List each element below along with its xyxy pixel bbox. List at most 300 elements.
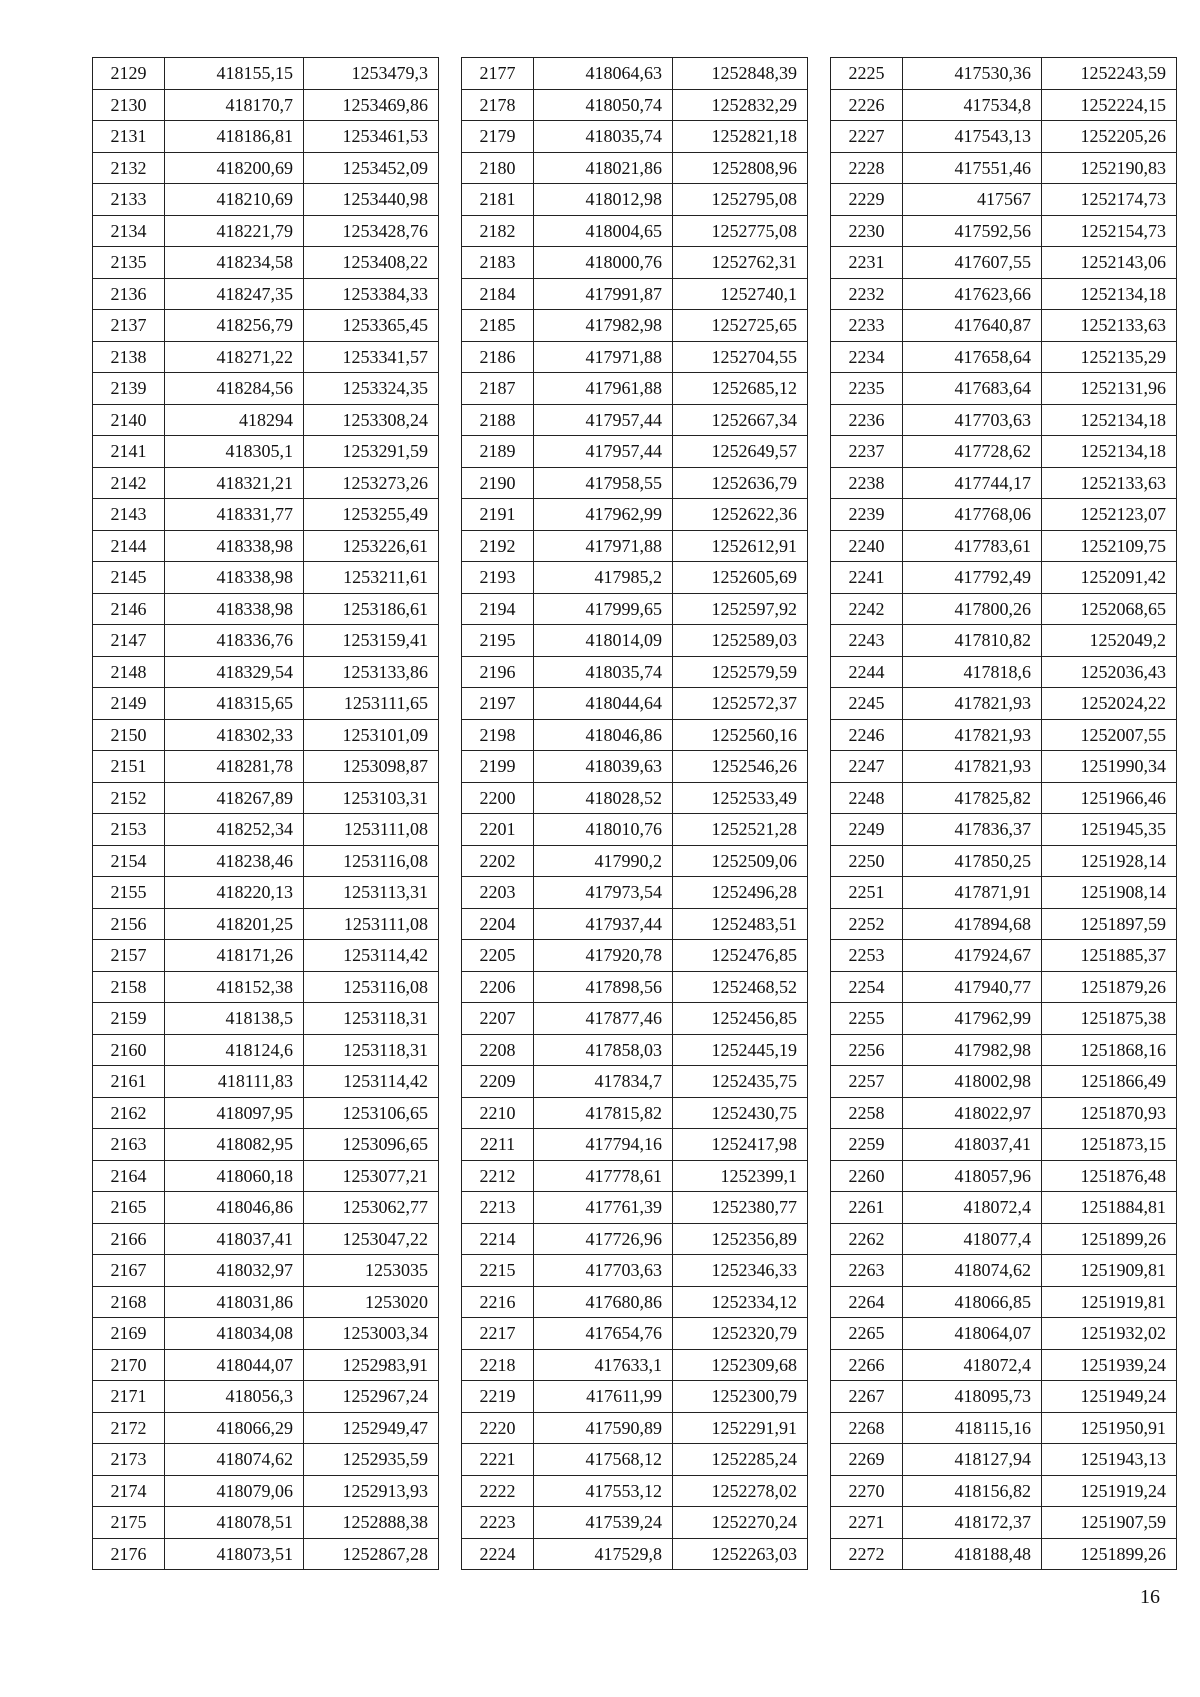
point-number-cell: 2148	[93, 656, 165, 688]
table-row	[462, 1318, 808, 1350]
x-coordinate-cell: 418060,18	[165, 1160, 304, 1192]
point-number-cell: 2176	[93, 1538, 165, 1570]
x-coordinate-cell: 418021,86	[534, 152, 673, 184]
table-row	[831, 184, 1177, 216]
y-coordinate-cell: 1252967,24	[304, 1381, 439, 1413]
x-coordinate-cell: 418012,98	[534, 184, 673, 216]
x-coordinate-cell: 418171,26	[165, 940, 304, 972]
y-coordinate-cell: 1252848,39	[673, 58, 808, 90]
table-row	[462, 436, 808, 468]
y-coordinate-cell: 1252521,28	[673, 814, 808, 846]
table-row	[831, 940, 1177, 972]
table-row	[93, 719, 439, 751]
point-number-cell: 2230	[831, 215, 903, 247]
y-coordinate-cell: 1253469,86	[304, 89, 439, 121]
point-number-cell: 2139	[93, 373, 165, 405]
y-coordinate-cell: 1251884,81	[1042, 1192, 1177, 1224]
point-number-cell: 2154	[93, 845, 165, 877]
x-coordinate-cell: 418124,6	[165, 1034, 304, 1066]
point-number-cell: 2133	[93, 184, 165, 216]
y-coordinate-cell: 1253062,77	[304, 1192, 439, 1224]
table-row	[462, 908, 808, 940]
table-row	[462, 467, 808, 499]
x-coordinate-cell: 418046,86	[165, 1192, 304, 1224]
table-row	[93, 310, 439, 342]
point-number-cell: 2250	[831, 845, 903, 877]
table-row	[93, 1129, 439, 1161]
table-row	[93, 467, 439, 499]
table-row	[831, 1129, 1177, 1161]
table-row	[831, 719, 1177, 751]
table-row	[93, 58, 439, 90]
y-coordinate-cell: 1252380,77	[673, 1192, 808, 1224]
x-coordinate-cell: 418152,38	[165, 971, 304, 1003]
y-coordinate-cell: 1252949,47	[304, 1412, 439, 1444]
table-row	[462, 1381, 808, 1413]
y-coordinate-cell: 1252417,98	[673, 1129, 808, 1161]
x-coordinate-cell: 418078,51	[165, 1507, 304, 1539]
point-number-cell: 2187	[462, 373, 534, 405]
x-coordinate-cell: 418056,3	[165, 1381, 304, 1413]
table-row	[93, 751, 439, 783]
table-row	[462, 593, 808, 625]
table-row	[831, 845, 1177, 877]
point-number-cell: 2169	[93, 1318, 165, 1350]
point-number-cell: 2141	[93, 436, 165, 468]
table-row	[93, 1349, 439, 1381]
y-coordinate-cell: 1252483,51	[673, 908, 808, 940]
y-coordinate-cell: 1253111,08	[304, 814, 439, 846]
y-coordinate-cell: 1251908,14	[1042, 877, 1177, 909]
x-coordinate-cell: 418073,51	[165, 1538, 304, 1570]
table-row	[462, 814, 808, 846]
table-row	[93, 184, 439, 216]
point-number-cell: 2175	[93, 1507, 165, 1539]
point-number-cell: 2232	[831, 278, 903, 310]
table-row	[93, 1097, 439, 1129]
point-number-cell: 2251	[831, 877, 903, 909]
x-coordinate-cell: 417551,46	[903, 152, 1042, 184]
x-coordinate-cell: 417683,64	[903, 373, 1042, 405]
x-coordinate-cell: 418044,64	[534, 688, 673, 720]
point-number-cell: 2229	[831, 184, 903, 216]
point-number-cell: 2134	[93, 215, 165, 247]
x-coordinate-cell: 418210,69	[165, 184, 304, 216]
y-coordinate-cell: 1251899,26	[1042, 1223, 1177, 1255]
y-coordinate-cell: 1252704,55	[673, 341, 808, 373]
y-coordinate-cell: 1253341,57	[304, 341, 439, 373]
y-coordinate-cell: 1252572,37	[673, 688, 808, 720]
table-row	[93, 971, 439, 1003]
y-coordinate-cell: 1251909,81	[1042, 1255, 1177, 1287]
x-coordinate-cell: 417568,12	[534, 1444, 673, 1476]
y-coordinate-cell: 1251949,24	[1042, 1381, 1177, 1413]
y-coordinate-cell: 1251873,15	[1042, 1129, 1177, 1161]
y-coordinate-cell: 1252468,52	[673, 971, 808, 1003]
y-coordinate-cell: 1253384,33	[304, 278, 439, 310]
point-number-cell: 2224	[462, 1538, 534, 1570]
y-coordinate-cell: 1251919,81	[1042, 1286, 1177, 1318]
y-coordinate-cell: 1252154,73	[1042, 215, 1177, 247]
table-row	[831, 499, 1177, 531]
point-number-cell: 2183	[462, 247, 534, 279]
y-coordinate-cell: 1253365,45	[304, 310, 439, 342]
y-coordinate-cell: 1253440,98	[304, 184, 439, 216]
table-row	[462, 940, 808, 972]
x-coordinate-cell: 417818,6	[903, 656, 1042, 688]
point-number-cell: 2156	[93, 908, 165, 940]
point-number-cell: 2178	[462, 89, 534, 121]
y-coordinate-cell: 1252134,18	[1042, 278, 1177, 310]
x-coordinate-cell: 417761,39	[534, 1192, 673, 1224]
point-number-cell: 2265	[831, 1318, 903, 1350]
point-number-cell: 2132	[93, 152, 165, 184]
table-row	[93, 1444, 439, 1476]
table-row	[831, 562, 1177, 594]
x-coordinate-cell: 417800,26	[903, 593, 1042, 625]
table-row	[462, 1129, 808, 1161]
y-coordinate-cell: 1252270,24	[673, 1507, 808, 1539]
x-coordinate-cell: 418002,98	[903, 1066, 1042, 1098]
table-row	[93, 499, 439, 531]
x-coordinate-cell: 417768,06	[903, 499, 1042, 531]
point-number-cell: 2255	[831, 1003, 903, 1035]
y-coordinate-cell: 1251928,14	[1042, 845, 1177, 877]
point-number-cell: 2263	[831, 1255, 903, 1287]
point-number-cell: 2153	[93, 814, 165, 846]
table-row	[462, 1066, 808, 1098]
y-coordinate-cell: 1252285,24	[673, 1444, 808, 1476]
y-coordinate-cell: 1252612,91	[673, 530, 808, 562]
x-coordinate-cell: 418072,4	[903, 1192, 1042, 1224]
table-row	[831, 1475, 1177, 1507]
y-coordinate-cell: 1252795,08	[673, 184, 808, 216]
table-row	[93, 1160, 439, 1192]
y-coordinate-cell: 1252024,22	[1042, 688, 1177, 720]
point-number-cell: 2254	[831, 971, 903, 1003]
table-row	[462, 184, 808, 216]
x-coordinate-cell: 418256,79	[165, 310, 304, 342]
page-number: 16	[1140, 1586, 1160, 1608]
x-coordinate-cell: 418097,95	[165, 1097, 304, 1129]
table-row	[831, 1003, 1177, 1035]
x-coordinate-cell: 417871,91	[903, 877, 1042, 909]
point-number-cell: 2131	[93, 121, 165, 153]
table-row	[462, 1255, 808, 1287]
y-coordinate-cell: 1253452,09	[304, 152, 439, 184]
point-number-cell: 2164	[93, 1160, 165, 1192]
table-row	[93, 1003, 439, 1035]
point-number-cell: 2221	[462, 1444, 534, 1476]
x-coordinate-cell: 417894,68	[903, 908, 1042, 940]
point-number-cell: 2185	[462, 310, 534, 342]
point-number-cell: 2242	[831, 593, 903, 625]
x-coordinate-cell: 418186,81	[165, 121, 304, 153]
point-number-cell: 2218	[462, 1349, 534, 1381]
table-row	[462, 499, 808, 531]
table-row	[93, 908, 439, 940]
point-number-cell: 2236	[831, 404, 903, 436]
x-coordinate-cell: 418079,06	[165, 1475, 304, 1507]
table-row	[831, 310, 1177, 342]
table-row	[93, 656, 439, 688]
x-coordinate-cell: 418111,83	[165, 1066, 304, 1098]
x-coordinate-cell: 418247,35	[165, 278, 304, 310]
table-row	[93, 278, 439, 310]
point-number-cell: 2161	[93, 1066, 165, 1098]
x-coordinate-cell: 417783,61	[903, 530, 1042, 562]
table-row	[462, 971, 808, 1003]
x-coordinate-cell: 418252,34	[165, 814, 304, 846]
table-row	[831, 1097, 1177, 1129]
y-coordinate-cell: 1252334,12	[673, 1286, 808, 1318]
x-coordinate-cell: 418028,52	[534, 782, 673, 814]
point-number-cell: 2182	[462, 215, 534, 247]
table-row	[93, 877, 439, 909]
y-coordinate-cell: 1252430,75	[673, 1097, 808, 1129]
y-coordinate-cell: 1251875,38	[1042, 1003, 1177, 1035]
y-coordinate-cell: 1253111,65	[304, 688, 439, 720]
x-coordinate-cell: 417821,93	[903, 719, 1042, 751]
y-coordinate-cell: 1252775,08	[673, 215, 808, 247]
point-number-cell: 2199	[462, 751, 534, 783]
x-coordinate-cell: 417530,36	[903, 58, 1042, 90]
point-number-cell: 2246	[831, 719, 903, 751]
x-coordinate-cell: 418074,62	[165, 1444, 304, 1476]
table-row	[93, 625, 439, 657]
y-coordinate-cell: 1252263,03	[673, 1538, 808, 1570]
point-number-cell: 2170	[93, 1349, 165, 1381]
table-row	[462, 152, 808, 184]
point-number-cell: 2136	[93, 278, 165, 310]
point-number-cell: 2226	[831, 89, 903, 121]
point-number-cell: 2165	[93, 1192, 165, 1224]
x-coordinate-cell: 418331,77	[165, 499, 304, 531]
y-coordinate-cell: 1253308,24	[304, 404, 439, 436]
x-coordinate-cell: 417962,99	[534, 499, 673, 531]
point-number-cell: 2191	[462, 499, 534, 531]
point-number-cell: 2244	[831, 656, 903, 688]
x-coordinate-cell: 418127,94	[903, 1444, 1042, 1476]
x-coordinate-cell: 417815,82	[534, 1097, 673, 1129]
table-row	[93, 1192, 439, 1224]
table-row	[462, 877, 808, 909]
coordinate-table	[461, 57, 808, 1570]
table-row	[831, 215, 1177, 247]
y-coordinate-cell: 1251876,48	[1042, 1160, 1177, 1192]
table-row	[462, 121, 808, 153]
point-number-cell: 2269	[831, 1444, 903, 1476]
y-coordinate-cell: 1251868,16	[1042, 1034, 1177, 1066]
point-number-cell: 2228	[831, 152, 903, 184]
point-number-cell: 2247	[831, 751, 903, 783]
table-row	[831, 782, 1177, 814]
point-number-cell: 2212	[462, 1160, 534, 1192]
point-number-cell: 2245	[831, 688, 903, 720]
x-coordinate-cell: 418338,98	[165, 593, 304, 625]
table-row	[93, 373, 439, 405]
table-row	[93, 1507, 439, 1539]
y-coordinate-cell: 1252476,85	[673, 940, 808, 972]
y-coordinate-cell: 1252560,16	[673, 719, 808, 751]
y-coordinate-cell: 1252808,96	[673, 152, 808, 184]
point-number-cell: 2202	[462, 845, 534, 877]
y-coordinate-cell: 1252983,91	[304, 1349, 439, 1381]
table-row	[831, 341, 1177, 373]
point-number-cell: 2270	[831, 1475, 903, 1507]
point-number-cell: 2166	[93, 1223, 165, 1255]
point-number-cell: 2208	[462, 1034, 534, 1066]
x-coordinate-cell: 418315,65	[165, 688, 304, 720]
point-number-cell: 2234	[831, 341, 903, 373]
y-coordinate-cell: 1253291,59	[304, 436, 439, 468]
y-coordinate-cell: 1253047,22	[304, 1223, 439, 1255]
table-row	[93, 1066, 439, 1098]
table-row	[93, 530, 439, 562]
table-row	[831, 1444, 1177, 1476]
x-coordinate-cell: 418220,13	[165, 877, 304, 909]
y-coordinate-cell: 1253428,76	[304, 215, 439, 247]
x-coordinate-cell: 417836,37	[903, 814, 1042, 846]
point-number-cell: 2189	[462, 436, 534, 468]
table-row	[93, 814, 439, 846]
y-coordinate-cell: 1252091,42	[1042, 562, 1177, 594]
y-coordinate-cell: 1253255,49	[304, 499, 439, 531]
point-number-cell: 2203	[462, 877, 534, 909]
point-number-cell: 2186	[462, 341, 534, 373]
x-coordinate-cell: 418050,74	[534, 89, 673, 121]
y-coordinate-cell: 1253111,08	[304, 908, 439, 940]
table-row	[93, 436, 439, 468]
point-number-cell: 2137	[93, 310, 165, 342]
x-coordinate-cell: 418034,08	[165, 1318, 304, 1350]
table-row	[462, 278, 808, 310]
point-number-cell: 2163	[93, 1129, 165, 1161]
x-coordinate-cell: 417539,24	[534, 1507, 673, 1539]
x-coordinate-cell: 418267,89	[165, 782, 304, 814]
point-number-cell: 2160	[93, 1034, 165, 1066]
x-coordinate-cell: 418234,58	[165, 247, 304, 279]
x-coordinate-cell: 418072,4	[903, 1349, 1042, 1381]
point-number-cell: 2210	[462, 1097, 534, 1129]
point-number-cell: 2262	[831, 1223, 903, 1255]
table-row	[462, 58, 808, 90]
x-coordinate-cell: 417971,88	[534, 530, 673, 562]
point-number-cell: 2129	[93, 58, 165, 90]
table-row	[831, 593, 1177, 625]
y-coordinate-cell: 1252649,57	[673, 436, 808, 468]
x-coordinate-cell: 417940,77	[903, 971, 1042, 1003]
x-coordinate-cell: 418321,21	[165, 467, 304, 499]
x-coordinate-cell: 417611,99	[534, 1381, 673, 1413]
table-row	[462, 1286, 808, 1318]
table-row	[93, 1255, 439, 1287]
x-coordinate-cell: 418294	[165, 404, 304, 436]
table-row	[462, 625, 808, 657]
x-coordinate-cell: 417971,88	[534, 341, 673, 373]
y-coordinate-cell: 1253461,53	[304, 121, 439, 153]
point-number-cell: 2171	[93, 1381, 165, 1413]
point-number-cell: 2149	[93, 688, 165, 720]
point-number-cell: 2249	[831, 814, 903, 846]
x-coordinate-cell: 417654,76	[534, 1318, 673, 1350]
x-coordinate-cell: 418046,86	[534, 719, 673, 751]
x-coordinate-cell: 418035,74	[534, 656, 673, 688]
y-coordinate-cell: 1252667,34	[673, 404, 808, 436]
x-coordinate-cell: 418082,95	[165, 1129, 304, 1161]
y-coordinate-cell: 1253103,31	[304, 782, 439, 814]
y-coordinate-cell: 1252867,28	[304, 1538, 439, 1570]
table-row	[93, 1223, 439, 1255]
point-number-cell: 2151	[93, 751, 165, 783]
point-number-cell: 2140	[93, 404, 165, 436]
y-coordinate-cell: 1252533,49	[673, 782, 808, 814]
point-number-cell: 2177	[462, 58, 534, 90]
table-row	[831, 247, 1177, 279]
table-row	[831, 971, 1177, 1003]
y-coordinate-cell: 1252134,18	[1042, 404, 1177, 436]
x-coordinate-cell: 417658,64	[903, 341, 1042, 373]
x-coordinate-cell: 417703,63	[903, 404, 1042, 436]
point-number-cell: 2205	[462, 940, 534, 972]
y-coordinate-cell: 1252190,83	[1042, 152, 1177, 184]
y-coordinate-cell: 1252134,18	[1042, 436, 1177, 468]
y-coordinate-cell: 1252399,1	[673, 1160, 808, 1192]
table-row	[462, 1003, 808, 1035]
x-coordinate-cell: 417821,93	[903, 688, 1042, 720]
y-coordinate-cell: 1253114,42	[304, 1066, 439, 1098]
point-number-cell: 2162	[93, 1097, 165, 1129]
table-row	[462, 1223, 808, 1255]
point-number-cell: 2217	[462, 1318, 534, 1350]
x-coordinate-cell: 417877,46	[534, 1003, 673, 1035]
point-number-cell: 2198	[462, 719, 534, 751]
point-number-cell: 2207	[462, 1003, 534, 1035]
table-row	[831, 1034, 1177, 1066]
x-coordinate-cell: 417703,63	[534, 1255, 673, 1287]
table-row	[462, 373, 808, 405]
point-number-cell: 2271	[831, 1507, 903, 1539]
y-coordinate-cell: 1251945,35	[1042, 814, 1177, 846]
table-row	[93, 1538, 439, 1570]
point-number-cell: 2138	[93, 341, 165, 373]
y-coordinate-cell: 1252007,55	[1042, 719, 1177, 751]
point-number-cell: 2216	[462, 1286, 534, 1318]
point-number-cell: 2259	[831, 1129, 903, 1161]
x-coordinate-cell: 418032,97	[165, 1255, 304, 1287]
x-coordinate-cell: 417792,49	[903, 562, 1042, 594]
point-number-cell: 2157	[93, 940, 165, 972]
y-coordinate-cell: 1252496,28	[673, 877, 808, 909]
table-row	[93, 845, 439, 877]
x-coordinate-cell: 417778,61	[534, 1160, 673, 1192]
y-coordinate-cell: 1253118,31	[304, 1034, 439, 1066]
y-coordinate-cell: 1252725,65	[673, 310, 808, 342]
x-coordinate-cell: 417623,66	[903, 278, 1042, 310]
point-number-cell: 2252	[831, 908, 903, 940]
point-number-cell: 2233	[831, 310, 903, 342]
y-coordinate-cell: 1252622,36	[673, 499, 808, 531]
x-coordinate-cell: 417534,8	[903, 89, 1042, 121]
y-coordinate-cell: 1251907,59	[1042, 1507, 1177, 1539]
point-number-cell: 2194	[462, 593, 534, 625]
x-coordinate-cell: 417920,78	[534, 940, 673, 972]
table-row	[462, 215, 808, 247]
table-row	[831, 1507, 1177, 1539]
x-coordinate-cell: 418238,46	[165, 845, 304, 877]
point-number-cell: 2223	[462, 1507, 534, 1539]
table-row	[831, 58, 1177, 90]
